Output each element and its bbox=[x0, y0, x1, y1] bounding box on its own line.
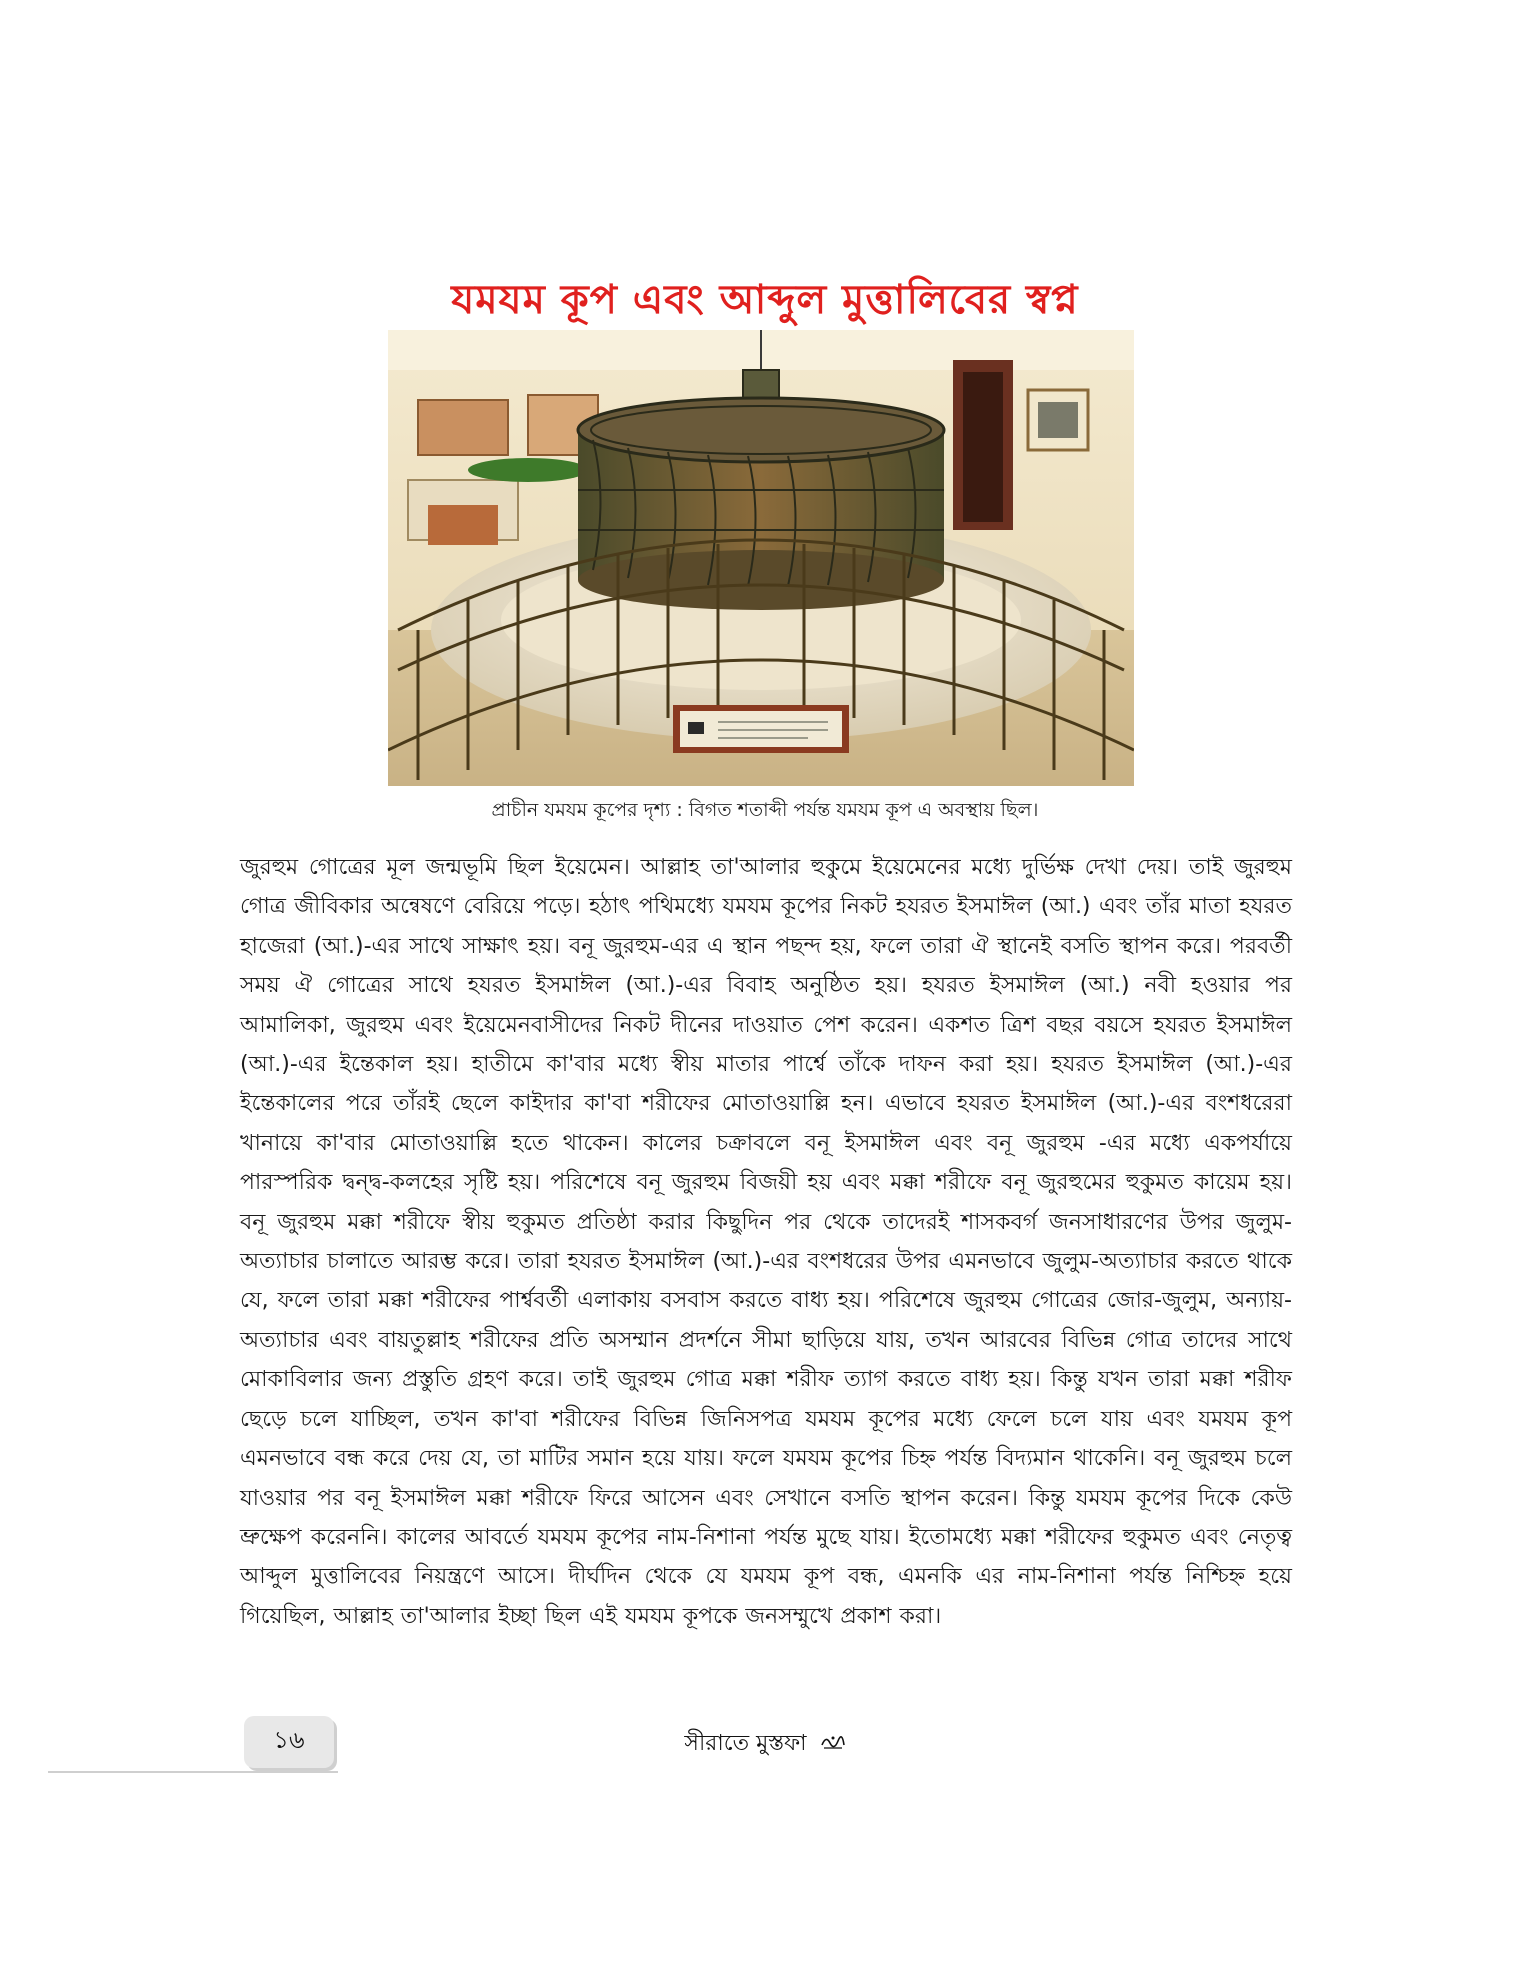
zamzam-well-photo bbox=[388, 330, 1134, 786]
chapter-heading: যমযম কূপ এবং আব্দুল মুত্তালিবের স্বপ্ন bbox=[451, 277, 1079, 323]
book-title: সীরাতে মুস্তফা bbox=[684, 1731, 807, 1756]
footer-rule bbox=[48, 1771, 338, 1773]
calligraphy-seal-icon bbox=[820, 1732, 846, 1757]
running-footer bbox=[0, 1726, 1530, 1763]
page-number-text: ১৬ bbox=[273, 1726, 305, 1754]
photo-caption: প্রাচীন যমযম কূপের দৃশ্য : বিগত শতাব্দী পর্যন্ত যমযম কূপ এ অবস্থায় ছিল। bbox=[491, 799, 1039, 821]
body-paragraph: জুরহুম গোত্রের মূল জন্মভূমি ছিল ইয়েমেন। আল্লাহ তা'আলার হুকুমে ইয়েমেনের মধ্যে দুর্ভিক্ষ দেখা দেয়। তাই জুরহুম গোত্র জীবিকার অন্বেষণে বেরিয়ে পড়ে। হঠাৎ পথিমধ্যে যমযম কূপের নিকট হযরত ইসমাঈল (আ.) এবং তাঁর মাতা হযরত হাজেরা (আ.)-এর সাথে সাক্ষাৎ হয়। বনূ জুরহুম-এর এ স্থান পছন্দ হয়, ফলে তারা ঐ স্থানেই বসতি স্থাপন করে। পরবর্তী সময় ঐ গোত্রের সাথে হযরত ইসমাঈল (আ.)-এর বিবাহ অনুষ্ঠিত হয়। হযরত ইসমাঈল (আ.) নবী হওয়ার পর আমালিকা, জুরহুম এবং ইয়েমেনবাসীদের নিকট দীনের দাওয়াত পেশ করেন। একশত ত্রিশ বছর বয়সে হযরত ইসমাঈল (আ.)-এর ইন্তেকাল হয়। হাতীমে কা'বার মধ্যে স্বীয় মাতার পার্শ্বে তাঁকে দাফন করা হয়। হযরত ইসমাঈল (আ.)-এর ইন্তেকালের পরে তাঁরই ছেলে কাইদার কা'বা শরীফের মোতাওয়াল্লি হন। এভাবে হযরত ইসমাঈল (আ.)-এর বংশধরেরা খানায়ে কা'বার মোতাওয়াল্লি হতে থাকেন। কালের চক্রাবলে বনূ ইসমাঈল এবং বনূ জুরহুম -এর মধ্যে একপর্যায়ে পারস্পরিক দ্বন্দ্ব-কলহের সৃষ্টি হয়। পরিশেষে বনূ জুরহুম বিজয়ী হয় এবং মক্কা শরীফে বনূ জুরহুমের হুকুমত কায়েম হয়। বনূ জুরহুম মক্কা শরীফে স্বীয় হুকুমত প্রতিষ্ঠা করার কিছুদিন পর থেকে তাদেরই শাসকবর্গ জনসাধারণের উপর জুলুম-অত্যাচার চালাতে আরম্ভ করে। তারা হযরত ইসমাঈল (আ.)-এর বংশধরের উপর এমনভাবে জুলুম-অত্যাচার করতে থাকে যে, ফলে তারা মক্কা শরীফের পার্শ্ববর্তী এলাকায় বসবাস করতে বাধ্য হয়। পরিশেষে জুরহুম গোত্রের জোর-জুলুম, অন্যায়-অত্যাচার এবং বায়তুল্লাহ শরীফের প্রতি অসম্মান প্রদর্শনে সীমা ছাড়িয়ে যায়, তখন আরবের বিভিন্ন গোত্র তাদের সাথে মোকাবিলার জন্য প্রস্তুতি গ্রহণ করে। তাই জুরহুম গোত্র মক্কা শরীফ ত্যাগ করতে বাধ্য হয়। কিন্তু যখন তারা মক্কা শরীফ ছেড়ে চলে যাচ্ছিল, তখন কা'বা শরীফের বিভিন্ন জিনিসপত্র যমযম কূপের মধ্যে ফেলে চলে যায় এবং যমযম কূপ এমনভাবে বন্ধ করে দেয় যে, তা মাটির সমান হয়ে যায়। ফলে যমযম কূপের চিহ্ন পর্যন্ত বিদ্যমান থাকেনি। বনূ জুরহুম চলে যাওয়ার পর বনূ ইসমাঈল মক্কা শরীফে ফিরে আসেন এবং সেখানে বসতি স্থাপন করেন। কিন্তু যমযম কূপের দিকে কেউ ভ্রুক্ষেপ করেননি। কালের আবর্তে যমযম কূপের নাম-নিশানা পর্যন্ত মুছে যায়। ইতোমধ্যে মক্কা শরীফের হুকুমত এবং নেতৃত্ব আব্দুল মুত্তালিবের নিয়ন্ত্রণে আসে। দীর্ঘদিন থেকে যে যমযম কূপ বন্ধ, এমনকি এর নাম-নিশানা পর্যন্ত নিশ্চিহ্ন হয়ে গিয়েছিল, আল্লাহ তা'আলার ইচ্ছা ছিল এই যমযম কূপকে জনসম্মুখে প্রকাশ করা। bbox=[240, 855, 1292, 1629]
